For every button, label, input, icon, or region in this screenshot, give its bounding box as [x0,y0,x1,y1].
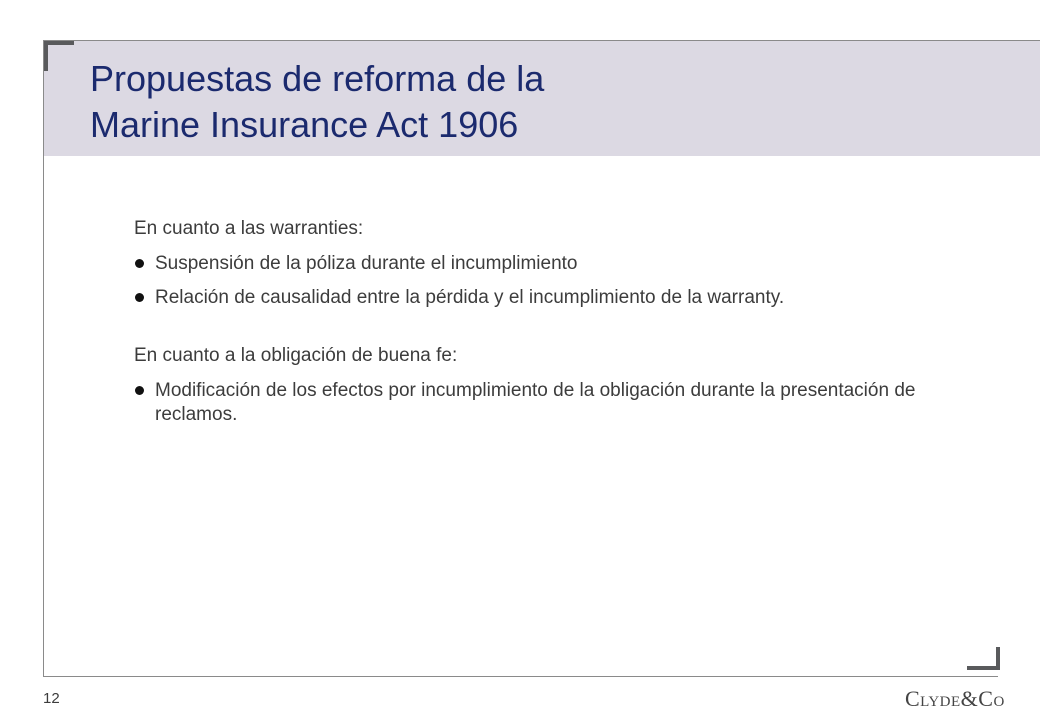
frame-top-line [43,40,1040,41]
bullet-dot-icon [135,259,144,268]
slide-content [134,217,954,437]
bullet-item [134,252,954,276]
bullet-item [134,379,954,427]
corner-mark-bottom-right-vertical [996,647,1000,670]
bullet-item [134,286,954,310]
bullet-text: Modificación de los efectos por incumplimiento de la obligación durante la presentación de reclamos. [155,380,916,425]
slide-title-line-1: Propuestas de reforma de la [90,58,545,99]
company-logo: Clyde&Co [905,686,1005,711]
bullet-list-warranties [134,252,954,310]
bullet-text: Relación de causalidad entre la pérdida y el incumplimiento de la warranty. [155,287,785,308]
corner-mark-top-left-vertical [44,41,48,71]
slide-title-line-2: Marine Insurance Act 1906 [90,104,519,145]
corner-mark-top-left-horizontal [44,41,74,45]
slide-title [90,56,544,148]
bullet-dot-icon [135,386,144,395]
bullet-dot-icon [135,293,144,302]
section-heading-warranties: En cuanto a las warranties: [134,218,364,239]
bullet-list-good-faith [134,379,954,427]
frame-left-line [43,40,44,677]
bullet-text: Suspensión de la póliza durante el incumplimiento [155,253,578,274]
page-number: 12 [43,690,60,707]
section-heading-good-faith: En cuanto a la obligación de buena fe: [134,345,458,366]
frame-bottom-line [43,676,998,677]
section-spacer [134,320,954,344]
